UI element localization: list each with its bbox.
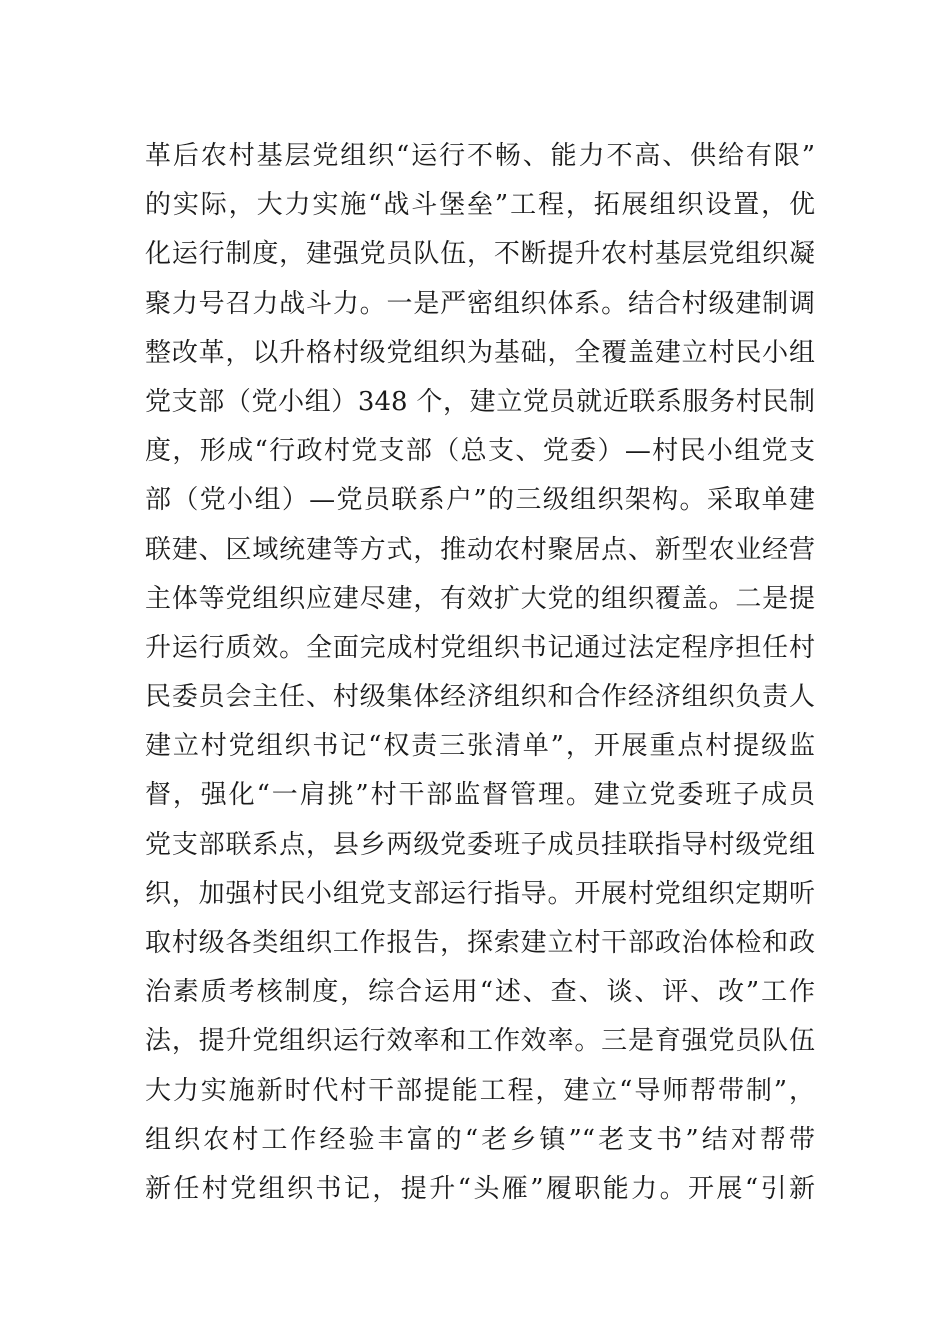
text-line: 法，提升党组织运行效率和工作效率。三是育强党员队伍 [145,1026,815,1057]
text-line: 大力实施新时代村干部提能工程，建立“导师帮带制”， [145,1075,815,1106]
body-paragraph [145,132,815,1214]
text-line: 取村级各类组织工作报告，探索建立村干部政治体检和政 [145,928,815,958]
text-line: 部（党小组）—党员联系户”的三级组织架构。采取单建 [145,485,815,516]
text-line: 主体等党组织应建尽建，有效扩大党的组织覆盖。二是提 [145,583,815,614]
text-line: 联建、区域统建等方式，推动农村聚居点、新型农业经营 [145,534,815,565]
text-line: 党支部联系点，县乡两级党委班子成员挂联指导村级党组 [145,829,815,860]
text-line: 升运行质效。全面完成村党组织书记通过法定程序担任村 [145,632,815,663]
text-line: 的实际，大力实施“战斗堡垒”工程，拓展组织设置，优 [145,190,815,221]
text-line: 化运行制度，建强党员队伍，不断提升农村基层党组织凝 [145,239,815,270]
text-line: 新任村党组织书记，提升“头雁”履职能力。开展“引新 [145,1173,815,1204]
text-line: 整改革，以升格村级党组织为基础，全覆盖建立村民小组 [145,337,815,368]
text-line: 治素质考核制度，综合运用“述、查、谈、评、改”工作 [145,977,815,1008]
text-line: 革后农村基层党组织“运行不畅、能力不高、供给有限” [145,141,815,171]
text-line: 聚力号召力战斗力。一是严密组织体系。结合村级建制调 [145,288,815,319]
text-line: 组织农村工作经验丰富的“老乡镇”“老支书”结对帮带 [145,1124,815,1155]
text-line: 织，加强村民小组党支部运行指导。开展村党组织定期听 [145,878,815,909]
text-line: 度，形成“行政村党支部（总支、党委）—村民小组党支 [145,436,815,467]
text-line: 督，强化“一肩挑”村干部监督管理。建立党委班子成员 [145,780,815,811]
text-line: 党支部（党小组）348 个，建立党员就近联系服务村民制 [145,386,815,417]
text-line: 建立村党组织书记“权责三张清单”，开展重点村提级监 [145,731,815,762]
text-line: 民委员会主任、村级集体经济组织和合作经济组织负责人 [145,682,815,713]
